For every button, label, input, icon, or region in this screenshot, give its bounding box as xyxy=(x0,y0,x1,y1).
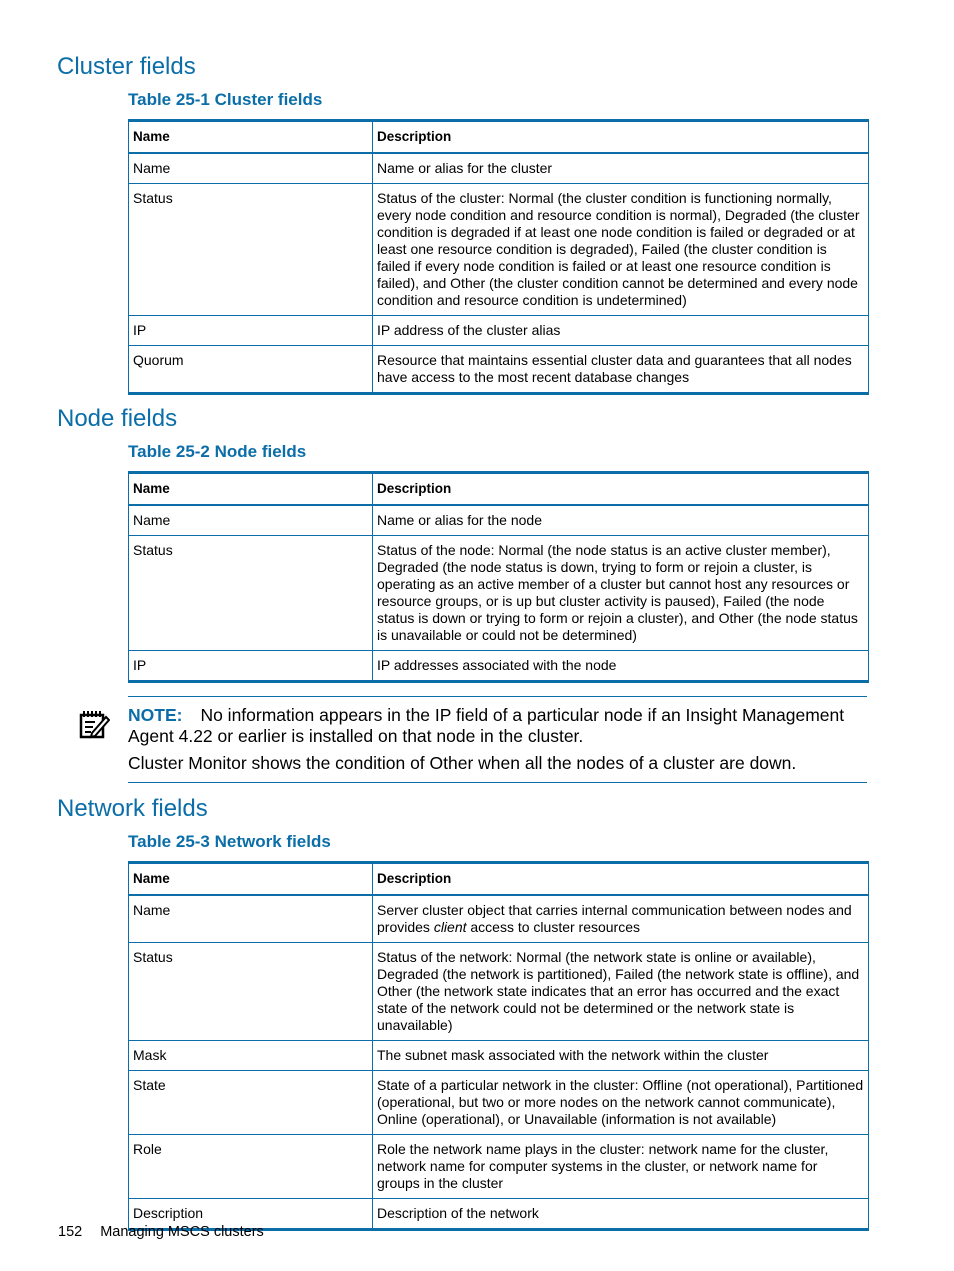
node-fields-table xyxy=(128,471,869,683)
table-caption-cluster-fields: Table 25-1 Cluster fields xyxy=(128,90,323,109)
description-text: Server cluster object that carries internal communication between nodes and provides xyxy=(377,902,852,935)
field-name-cell: Name xyxy=(129,153,373,184)
section-title-node-fields: Node fields xyxy=(57,405,178,432)
note-text-line2: Cluster Monitor shows the condition of Other when all the nodes of a cluster are down. xyxy=(128,753,797,773)
field-name-cell: IP xyxy=(129,316,373,346)
column-header-name: Name xyxy=(129,863,373,896)
table-row xyxy=(129,1135,869,1199)
table-row xyxy=(129,651,869,682)
section-title-network-fields: Network fields xyxy=(57,795,208,822)
field-description-cell: Description of the network xyxy=(373,1199,869,1230)
field-description-cell: Role the network name plays in the cluster: network name for the cluster, network name for computer systems in the cluster, or network name for groups in the cluster xyxy=(373,1135,869,1199)
table-header-row xyxy=(129,473,869,506)
field-name-cell: Status xyxy=(129,943,373,1041)
italic-term: client xyxy=(433,919,467,935)
column-header-description: Description xyxy=(373,473,869,506)
field-description-cell: Resource that maintains essential cluster data and guarantees that all nodes have access to the most recent database changes xyxy=(373,346,869,394)
table-row xyxy=(129,153,869,184)
field-name-cell: State xyxy=(129,1071,373,1135)
field-description-cell xyxy=(373,895,869,943)
table-row xyxy=(129,1071,869,1135)
page-number: 152 xyxy=(58,1224,83,1240)
field-name-cell: Role xyxy=(129,1135,373,1199)
table-row xyxy=(129,536,869,651)
note-label: NOTE: xyxy=(128,705,183,725)
column-header-name: Name xyxy=(129,473,373,506)
description-text: access to cluster resources xyxy=(466,919,641,935)
field-description-cell: Status of the cluster: Normal (the cluster condition is functioning normally, every node condition and resource condition is normal), Degraded (the cluster condition is degraded if at least one node condition is failed or degraded or at least one resource condition is degraded), Failed (the cluster condition is failed if every node condition is failed or at least one resource condition is failed), and Other (the cluster condition cannot be determined and every node condition and resource condition is undetermined) xyxy=(373,184,869,316)
field-description-cell: Status of the node: Normal (the node status is an active cluster member), Degraded (the node status is down, trying to form or rejoin a cluster, is operating as an active member of a cluster but cannot host any resources or resource groups, or is up but cluster activity is paused), Failed (the node status is down or trying to form or rejoin a cluster), and Other (the node status is unavailable or could not be determined) xyxy=(373,536,869,651)
field-name-cell: IP xyxy=(129,651,373,682)
table-row xyxy=(129,1041,869,1071)
note-box xyxy=(128,696,867,783)
chapter-title: Managing MSCS clusters xyxy=(100,1224,264,1240)
section-title-cluster-fields: Cluster fields xyxy=(57,53,196,80)
table-caption-node-fields: Table 25-2 Node fields xyxy=(128,442,307,461)
cluster-fields-table xyxy=(128,119,869,395)
field-name-cell: Status xyxy=(129,184,373,316)
column-header-name: Name xyxy=(129,121,373,154)
field-description-cell: Status of the network: Normal (the network state is online or available), Degraded (the network is partitioned), Failed (the network state is offline), and Other (the network state indicates that an error has occurred and the exact state of the network could not be determined or the network state is unavailable) xyxy=(373,943,869,1041)
field-name-cell: Description xyxy=(129,1199,373,1230)
field-description-cell: Name or alias for the cluster xyxy=(373,153,869,184)
field-description-cell: The subnet mask associated with the network within the cluster xyxy=(373,1041,869,1071)
column-header-description: Description xyxy=(373,863,869,896)
table-row xyxy=(129,316,869,346)
note-pad-icon xyxy=(78,708,110,740)
table-header-row xyxy=(129,863,869,896)
column-header-description: Description xyxy=(373,121,869,154)
network-fields-table xyxy=(128,861,869,1231)
field-description-cell: IP address of the cluster alias xyxy=(373,316,869,346)
table-row xyxy=(129,505,869,536)
field-description-cell: IP addresses associated with the node xyxy=(373,651,869,682)
table-header-row xyxy=(129,121,869,154)
field-name-cell: Status xyxy=(129,536,373,651)
table-row xyxy=(129,346,869,394)
note-paragraph xyxy=(128,705,867,747)
page-footer xyxy=(58,1224,264,1240)
table-caption-network-fields: Table 25-3 Network fields xyxy=(128,832,331,851)
field-name-cell: Name xyxy=(129,505,373,536)
field-name-cell: Mask xyxy=(129,1041,373,1071)
note-text-line1: No information appears in the IP field of a particular node if an Insight Management Agent 4.22 or earlier is installed on that node in the cluster. xyxy=(128,705,845,746)
table-row xyxy=(129,895,869,943)
table-row xyxy=(129,184,869,316)
field-name-cell: Quorum xyxy=(129,346,373,394)
field-description-cell: State of a particular network in the cluster: Offline (not operational), Partitioned (operational, but two or more nodes on the network cannot communicate), Online (operational), or Unavailable (information is not available) xyxy=(373,1071,869,1135)
field-name-cell: Name xyxy=(129,895,373,943)
field-description-cell: Name or alias for the node xyxy=(373,505,869,536)
table-row xyxy=(129,943,869,1041)
